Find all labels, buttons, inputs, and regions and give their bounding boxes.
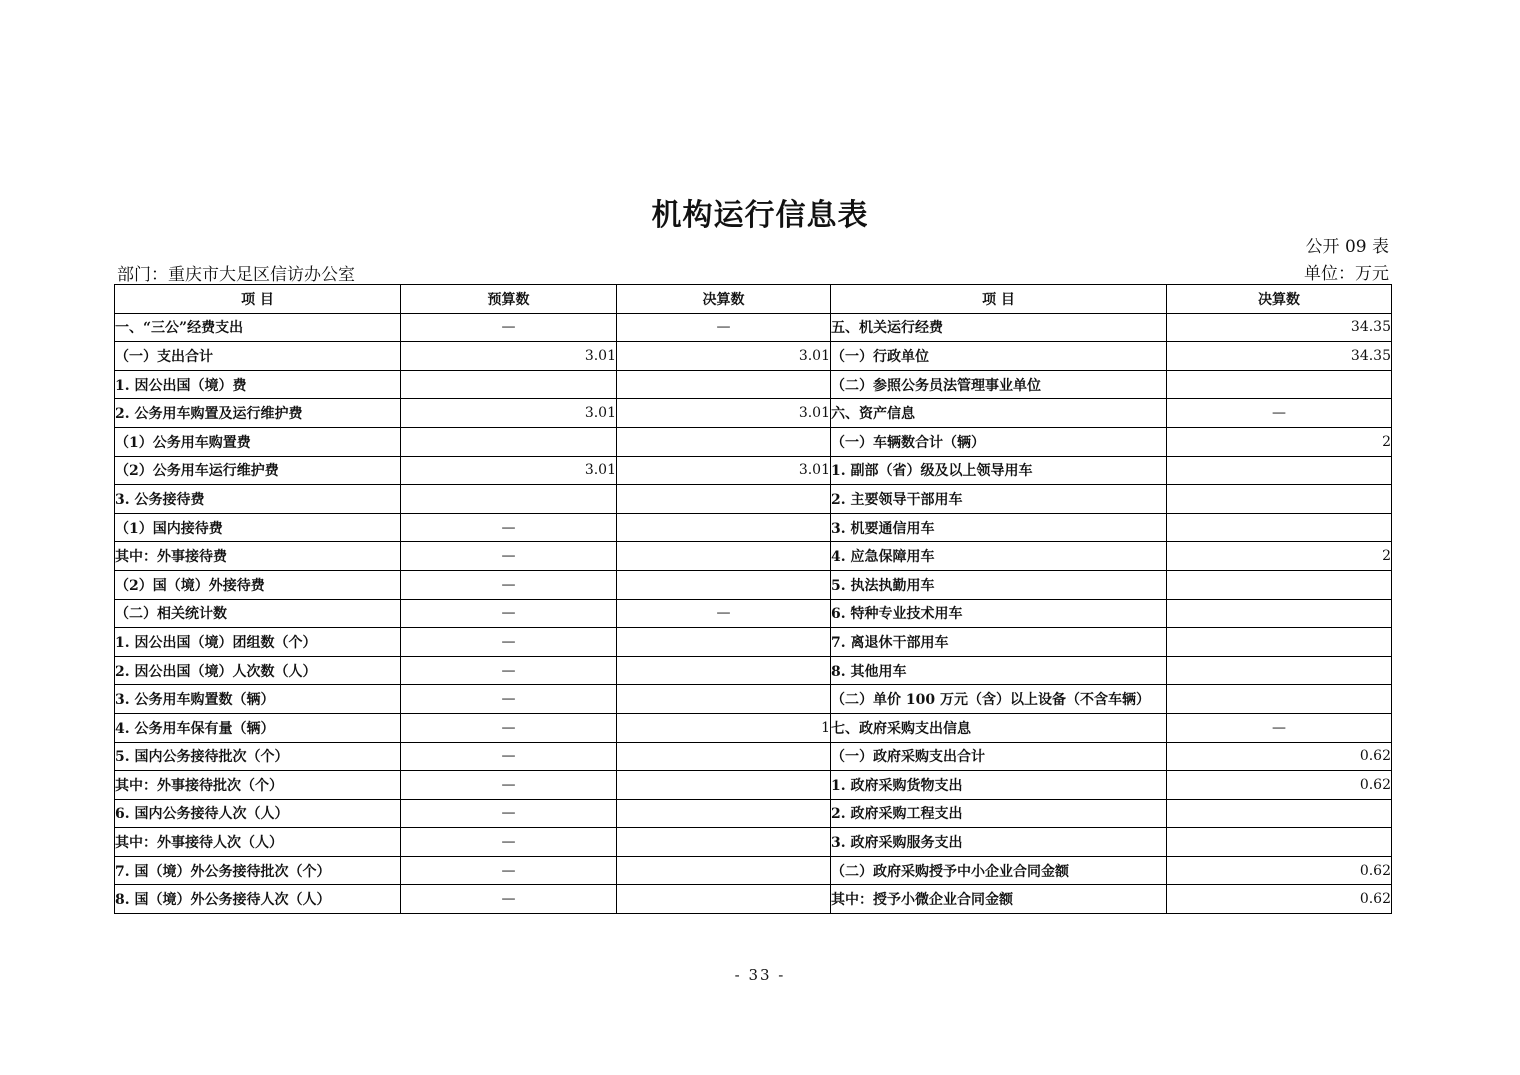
row-item-label: （2）公务用车运行维护费 [115,456,401,485]
table-row [115,742,1392,771]
row-final-value [617,856,831,885]
row-budget-value: — [401,685,617,714]
row-final-value-right: 2 [1167,542,1392,571]
row-final-value [617,742,831,771]
row-final-value-right [1167,513,1392,542]
row-item-label-right: 2. 政府采购工程支出 [831,799,1167,828]
row-final-value [617,485,831,514]
row-item-label: 1. 因公出国（境）团组数（个） [115,628,401,657]
row-final-value-right [1167,570,1392,599]
row-budget-value: — [401,828,617,857]
row-budget-value [401,427,617,456]
row-budget-value: — [401,656,617,685]
table-row [115,599,1392,628]
row-item-label-right: 1. 副部（省）级及以上领导用车 [831,456,1167,485]
row-budget-value: — [401,713,617,742]
table-row [115,570,1392,599]
row-item-label: （2）国（境）外接待费 [115,570,401,599]
row-item-label: 2. 公务用车购置及运行维护费 [115,399,401,428]
row-final-value-right [1167,456,1392,485]
table-row [115,885,1392,914]
row-item-label: 其中：外事接待人次（人） [115,828,401,857]
row-budget-value: 3.01 [401,456,617,485]
row-final-value-right: — [1167,713,1392,742]
row-final-value: 3.01 [617,342,831,371]
row-final-value [617,628,831,657]
row-budget-value [401,370,617,399]
row-item-label-right: 6. 特种专业技术用车 [831,599,1167,628]
row-budget-value: — [401,799,617,828]
row-item-label: （1）公务用车购置费 [115,427,401,456]
row-final-value [617,570,831,599]
row-budget-value: — [401,599,617,628]
row-item-label-right: 3. 政府采购服务支出 [831,828,1167,857]
row-final-value [617,427,831,456]
row-item-label-right: 8. 其他用车 [831,656,1167,685]
table-row [115,370,1392,399]
row-final-value-right: 0.62 [1167,771,1392,800]
row-item-label-right: （二）政府采购授予中小企业合同金额 [831,856,1167,885]
page-title: 机构运行信息表 [651,198,869,233]
row-item-label-right: 5. 执法执勤用车 [831,570,1167,599]
table-row [115,771,1392,800]
row-item-label-right: 1. 政府采购货物支出 [831,771,1167,800]
row-final-value-right: 0.62 [1167,742,1392,771]
row-budget-value: 3.01 [401,342,617,371]
table-row [115,342,1392,371]
table-body [115,313,1392,913]
row-item-label: 一、“三公”经费支出 [115,313,401,342]
row-final-value-right: 0.62 [1167,885,1392,914]
table-row [115,513,1392,542]
row-final-value-right: — [1167,399,1392,428]
row-item-label: 3. 公务接待费 [115,485,401,514]
header-item-left: 项 目 [115,285,401,314]
row-budget-value: 3.01 [401,399,617,428]
row-item-label: 7. 国（境）外公务接待批次（个） [115,856,401,885]
row-final-value-right: 2 [1167,427,1392,456]
table-row [115,542,1392,571]
row-budget-value: — [401,771,617,800]
row-item-label: 4. 公务用车保有量（辆） [115,713,401,742]
row-budget-value: — [401,885,617,914]
row-item-label: 2. 因公出国（境）人次数（人） [115,656,401,685]
report-table [114,284,1392,914]
row-final-value-right [1167,628,1392,657]
row-item-label: 5. 国内公务接待批次（个） [115,742,401,771]
row-final-value [617,828,831,857]
row-budget-value [401,485,617,514]
table-row [115,856,1392,885]
row-item-label-right: （二）参照公务员法管理事业单位 [831,370,1167,399]
row-item-label-right: （一）政府采购支出合计 [831,742,1167,771]
row-item-label-right: 七、政府采购支出信息 [831,713,1167,742]
row-final-value-right [1167,685,1392,714]
header-final-left: 决算数 [617,285,831,314]
row-final-value-right [1167,370,1392,399]
row-final-value-right [1167,485,1392,514]
row-item-label-right: 7. 离退休干部用车 [831,628,1167,657]
row-final-value: — [617,599,831,628]
row-item-label: 1. 因公出国（境）费 [115,370,401,399]
row-final-value-right: 0.62 [1167,856,1392,885]
department-label: 部门：重庆市大足区信访办公室 [117,265,355,285]
row-final-value: 3.01 [617,456,831,485]
row-item-label: （1）国内接待费 [115,513,401,542]
row-final-value: 1 [617,713,831,742]
row-item-label-right: 3. 机要通信用车 [831,513,1167,542]
header-budget: 预算数 [401,285,617,314]
table-row [115,685,1392,714]
table-row [115,828,1392,857]
row-final-value: — [617,313,831,342]
row-final-value [617,685,831,714]
table-row [115,456,1392,485]
row-item-label-right: 其中：授予小微企业合同金额 [831,885,1167,914]
row-item-label: 6. 国内公务接待人次（人） [115,799,401,828]
row-final-value [617,771,831,800]
row-final-value-right [1167,799,1392,828]
row-budget-value: — [401,542,617,571]
table-row [115,427,1392,456]
row-item-label: （二）相关统计数 [115,599,401,628]
row-final-value [617,656,831,685]
row-item-label-right: （一）车辆数合计（辆） [831,427,1167,456]
table-row [115,399,1392,428]
row-item-label: 其中：外事接待费 [115,542,401,571]
row-item-label: 3. 公务用车购置数（辆） [115,685,401,714]
row-final-value [617,370,831,399]
row-budget-value: — [401,313,617,342]
row-item-label-right: 2. 主要领导干部用车 [831,485,1167,514]
row-final-value [617,513,831,542]
row-budget-value: — [401,628,617,657]
row-final-value [617,799,831,828]
row-item-label-right: （一）行政单位 [831,342,1167,371]
table-header-row [115,285,1392,314]
row-final-value-right [1167,599,1392,628]
row-final-value-right: 34.35 [1167,342,1392,371]
header-item-right: 项 目 [831,285,1167,314]
table-row [115,799,1392,828]
row-budget-value: — [401,856,617,885]
row-item-label: 其中：外事接待批次（个） [115,771,401,800]
row-budget-value: — [401,513,617,542]
table-row [115,656,1392,685]
row-item-label: 8. 国（境）外公务接待人次（人） [115,885,401,914]
row-item-label-right: 4. 应急保障用车 [831,542,1167,571]
page-number: - 33 - [734,966,786,984]
table-row [115,313,1392,342]
row-final-value-right [1167,656,1392,685]
row-final-value [617,885,831,914]
row-item-label: （一）支出合计 [115,342,401,371]
row-item-label-right: 六、资产信息 [831,399,1167,428]
row-final-value: 3.01 [617,399,831,428]
row-budget-value: — [401,742,617,771]
table-row [115,713,1392,742]
row-final-value-right: 34.35 [1167,313,1392,342]
row-item-label-right: （二）单价 100 万元（含）以上设备（不含车辆） [831,685,1167,714]
row-final-value [617,542,831,571]
row-final-value-right [1167,828,1392,857]
header-final-right: 决算数 [1167,285,1392,314]
form-number: 公开 09 表 [1305,237,1389,257]
unit-label: 单位：万元 [1304,264,1389,284]
table-row [115,485,1392,514]
table-row [115,628,1392,657]
row-budget-value: — [401,570,617,599]
row-item-label-right: 五、机关运行经费 [831,313,1167,342]
